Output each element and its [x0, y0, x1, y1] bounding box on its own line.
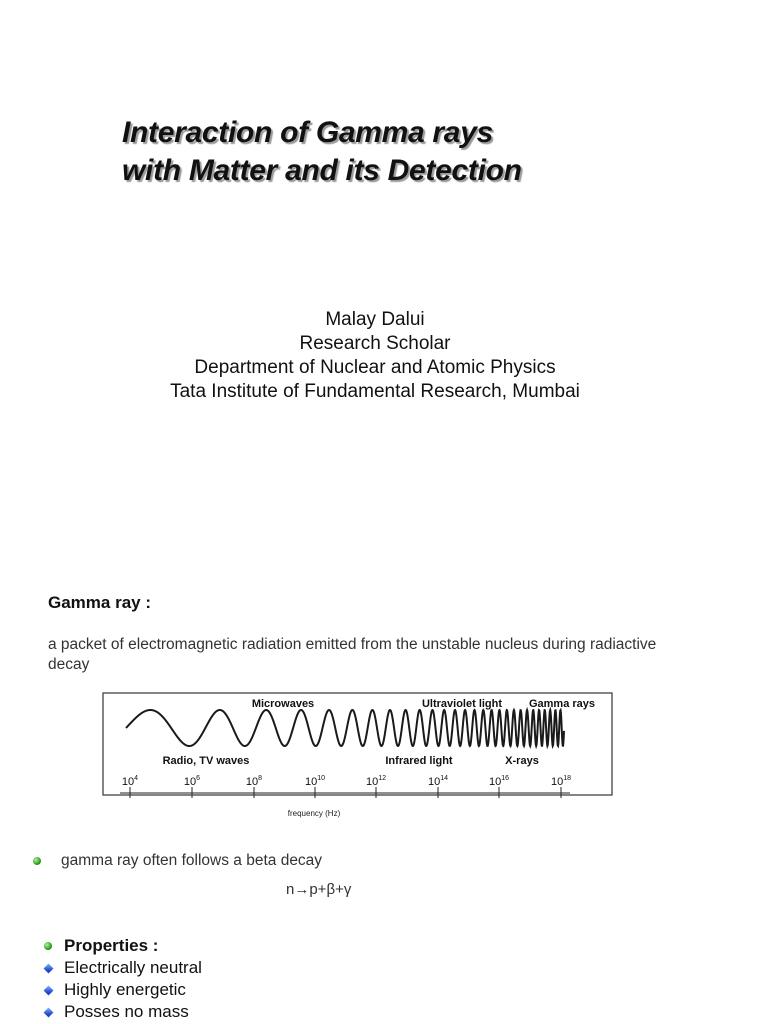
properties-heading: Properties : [64, 936, 159, 955]
properties-heading-row [44, 935, 202, 957]
bullet-dot-icon [33, 857, 41, 865]
tick-label: $10^{18}$ [550, 775, 572, 788]
author-block [0, 308, 750, 404]
bullet-diamond-icon [44, 1007, 54, 1017]
label-ultraviolet: Ultraviolet light [421, 698, 503, 710]
list-item [44, 957, 202, 979]
tick-label: $10^{14}$ [427, 775, 449, 788]
label-x-rays: X-rays [505, 755, 539, 767]
slide-title [122, 114, 722, 190]
author-role: Research Scholar [299, 333, 451, 354]
beta-note [33, 852, 322, 870]
tick-label: $10^6$ [183, 775, 201, 788]
property-text: Electrically neutral [64, 958, 202, 977]
axis-caption: frequency (Hz) [287, 809, 341, 818]
em-spectrum-figure [100, 690, 616, 822]
author-institute: Tata Institute of Fundamental Research, Mumbai [170, 381, 580, 402]
property-text: Highly energetic [64, 980, 186, 999]
label-infrared: Infrared light [385, 755, 453, 767]
title-line-1: Interaction of Gamma rays [122, 116, 493, 149]
tick-label: $10^{10}$ [304, 775, 326, 788]
beta-decay-equation: n→p+β+γ [286, 881, 352, 898]
bullet-dot-icon [44, 942, 52, 950]
properties-list [44, 935, 202, 1023]
label-radio: Radio, TV waves [162, 755, 250, 767]
tick-label: $10^4$ [121, 775, 139, 788]
tick-label: $10^{12}$ [365, 775, 387, 788]
property-text: Posses no mass [64, 1002, 189, 1021]
section-heading: Gamma ray : [48, 593, 151, 612]
tick-label: $10^8$ [245, 775, 263, 788]
list-item [44, 1001, 202, 1023]
gamma-definition: a packet of electromagnetic radiation emitted from the unstable nucleus during radiactive decay [48, 636, 657, 673]
author-department: Department of Nuclear and Atomic Physics [194, 357, 556, 378]
bullet-diamond-icon [44, 985, 54, 995]
tick-label: $10^{16}$ [488, 775, 510, 788]
author-name: Malay Dalui [325, 309, 425, 330]
beta-note-text: gamma ray often follows a beta decay [61, 852, 323, 869]
spectrum-wave [126, 710, 564, 746]
list-item [44, 979, 202, 1001]
bullet-diamond-icon [44, 963, 54, 973]
label-microwaves: Microwaves [251, 698, 315, 710]
title-line-2: with Matter and its Detection [122, 154, 522, 187]
label-gamma-rays: Gamma rays [528, 698, 596, 710]
